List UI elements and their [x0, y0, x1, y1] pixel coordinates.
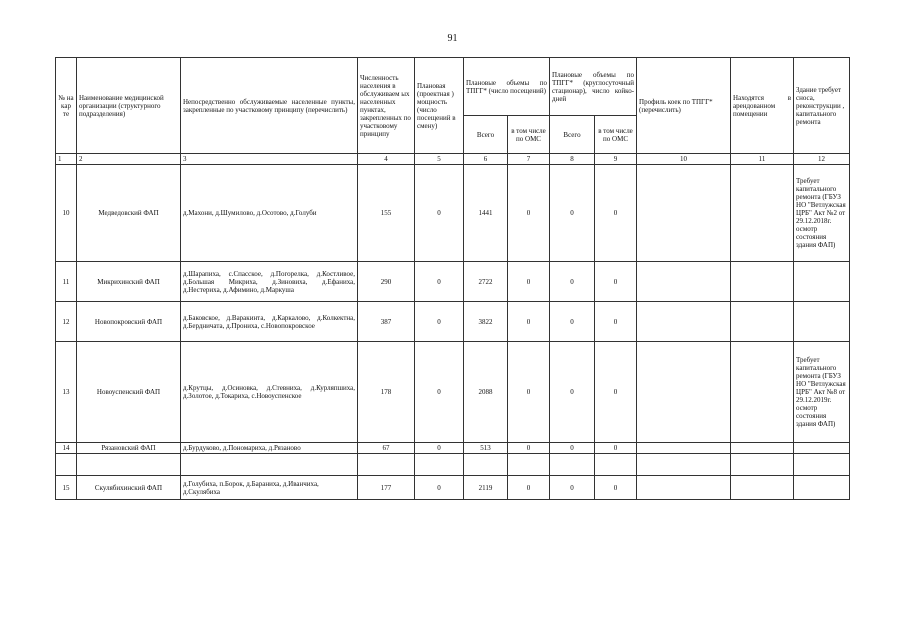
- rented: [731, 262, 794, 302]
- beds-profile: [637, 165, 731, 262]
- column-number: 9: [595, 154, 637, 165]
- rented: [731, 476, 794, 500]
- row-number: 15: [56, 476, 77, 500]
- rented: [731, 302, 794, 342]
- population: 178: [358, 342, 415, 443]
- column-number: 3: [181, 154, 358, 165]
- table-row: [56, 165, 850, 262]
- repair-note: Требует капитального ремонта (ГБУЗ НО "Ветлужская ЦРБ" Акт №8 от 29.12.2019г. осмотр состояния здания ФАП): [794, 342, 850, 443]
- rented: [731, 342, 794, 443]
- beds-profile: [637, 476, 731, 500]
- header-visits-total: Всего: [464, 116, 508, 154]
- population: 387: [358, 302, 415, 342]
- repair-note: Требует капитального ремонта (ГБУЗ НО "Ветлужская ЦРБ" Акт №2 от 29.12.2018г. осмотр состояния здания ФАП): [794, 165, 850, 262]
- header-inpatient: Плановые объемы по ТПГГ* (круглосуточный стационар), число койко-дней: [550, 58, 637, 116]
- visits-oms: 0: [508, 476, 550, 500]
- table-row: [56, 302, 850, 342]
- beddays-oms: 0: [595, 165, 637, 262]
- column-number: 7: [508, 154, 550, 165]
- column-number: 5: [415, 154, 464, 165]
- header-beddays-oms: в том числе по ОМС: [595, 116, 637, 154]
- header-rented: Находятся в арендованном помещении: [731, 58, 794, 154]
- org-name: Новопокровский ФАП: [77, 302, 181, 342]
- beddays-oms: 0: [595, 476, 637, 500]
- population: 177: [358, 476, 415, 500]
- org-name: Скулябихинский ФАП: [77, 476, 181, 500]
- empty-row: [56, 454, 850, 476]
- rented: [731, 165, 794, 262]
- facilities-table: [55, 57, 850, 500]
- visits-total: 2088: [464, 342, 508, 443]
- beddays-total: 0: [550, 476, 595, 500]
- settlements: д.Баковское, д.Варакинта, д.Каркалово, д.Колкектна, д.Бердничата, д.Прониха, с.Новопокровское: [181, 302, 358, 342]
- beddays-total: 0: [550, 165, 595, 262]
- beddays-oms: 0: [595, 443, 637, 454]
- column-number: 12: [794, 154, 850, 165]
- settlements: д.Голубиха, п.Борок, д.Бараниха, д.Иванчиха, д.Скулябиха: [181, 476, 358, 500]
- column-numbers-row: [56, 154, 850, 165]
- beddays-total: 0: [550, 262, 595, 302]
- org-name: Новоуспенский ФАП: [77, 342, 181, 443]
- column-number: 4: [358, 154, 415, 165]
- header-settlements: Непосредственно обслуживаемые населенные пункты, закрепленные по участковому принципу (перечислить): [181, 58, 358, 154]
- capacity: 0: [415, 262, 464, 302]
- repair-note: [794, 476, 850, 500]
- beddays-oms: 0: [595, 342, 637, 443]
- beddays-total: 0: [550, 302, 595, 342]
- beddays-oms: 0: [595, 302, 637, 342]
- page-number: 91: [447, 33, 458, 44]
- beds-profile: [637, 262, 731, 302]
- visits-total: 2722: [464, 262, 508, 302]
- visits-oms: 0: [508, 302, 550, 342]
- settlements: д.Шарапиха, с.Спасское, д.Погорелка, д.Костливое, д.Большая Микриха, д.Зиновиха, д.Ефаниха, д.Нестериха, д.Афимино, д.Маркуша: [181, 262, 358, 302]
- row-number: 10: [56, 165, 77, 262]
- header-outpatient: Плановые объемы по ТПГГ* (число посещений): [464, 58, 550, 116]
- row-number: 14: [56, 443, 77, 454]
- org-name: Микрихинский ФАП: [77, 262, 181, 302]
- table-row: [56, 476, 850, 500]
- org-name: Медведовский ФАП: [77, 165, 181, 262]
- capacity: 0: [415, 165, 464, 262]
- column-number: 1: [56, 154, 77, 165]
- population: 67: [358, 443, 415, 454]
- beddays-total: 0: [550, 443, 595, 454]
- visits-oms: 0: [508, 165, 550, 262]
- visits-total: 2119: [464, 476, 508, 500]
- repair-note: [794, 302, 850, 342]
- beddays-total: 0: [550, 342, 595, 443]
- header-needs-repair: Здание требует сноса, реконструкции , капитального ремонта: [794, 58, 850, 154]
- settlements: д.Махони, д.Шумилово, д.Осотово, д.Голуби: [181, 165, 358, 262]
- row-number: 13: [56, 342, 77, 443]
- header-beddays-total: Всего: [550, 116, 595, 154]
- column-number: 8: [550, 154, 595, 165]
- org-name: Рязановский ФАП: [77, 443, 181, 454]
- visits-total: 1441: [464, 165, 508, 262]
- capacity: 0: [415, 342, 464, 443]
- visits-total: 513: [464, 443, 508, 454]
- header-num: № на кар те: [56, 58, 77, 154]
- header-beds-profile: Профиль коек по ТПГГ* (перечислить): [637, 58, 731, 154]
- column-number: 2: [77, 154, 181, 165]
- visits-oms: 0: [508, 342, 550, 443]
- beddays-oms: 0: [595, 262, 637, 302]
- visits-oms: 0: [508, 262, 550, 302]
- column-number: 11: [731, 154, 794, 165]
- column-number: 6: [464, 154, 508, 165]
- row-number: 11: [56, 262, 77, 302]
- repair-note: [794, 443, 850, 454]
- header-visits-oms: в том числе по ОМС: [508, 116, 550, 154]
- capacity: 0: [415, 476, 464, 500]
- settlements: д.Крутцы, д.Осиновка, д.Стевниха, д.Курляпшиха, д.Золотое, д.Токариха, с.Новоуспенское: [181, 342, 358, 443]
- header-row: [56, 58, 850, 116]
- table-row: [56, 443, 850, 454]
- table-row: [56, 262, 850, 302]
- header-capacity: Плановая (проектная ) мощность (число посещений в смену): [415, 58, 464, 154]
- settlements: д.Бурдуково, д.Пономариха, д.Рязаново: [181, 443, 358, 454]
- row-number: 12: [56, 302, 77, 342]
- column-number: 10: [637, 154, 731, 165]
- visits-total: 3822: [464, 302, 508, 342]
- capacity: 0: [415, 302, 464, 342]
- capacity: 0: [415, 443, 464, 454]
- rented: [731, 443, 794, 454]
- header-population: Численность населения в обслуживаем ых населенных пунктах, закрепленных по участковому принципу: [358, 58, 415, 154]
- population: 155: [358, 165, 415, 262]
- beds-profile: [637, 302, 731, 342]
- beds-profile: [637, 342, 731, 443]
- visits-oms: 0: [508, 443, 550, 454]
- header-org: Наименование медицинской организации (структурного подразделения): [77, 58, 181, 154]
- repair-note: [794, 262, 850, 302]
- beds-profile: [637, 443, 731, 454]
- population: 290: [358, 262, 415, 302]
- table-row: [56, 342, 850, 443]
